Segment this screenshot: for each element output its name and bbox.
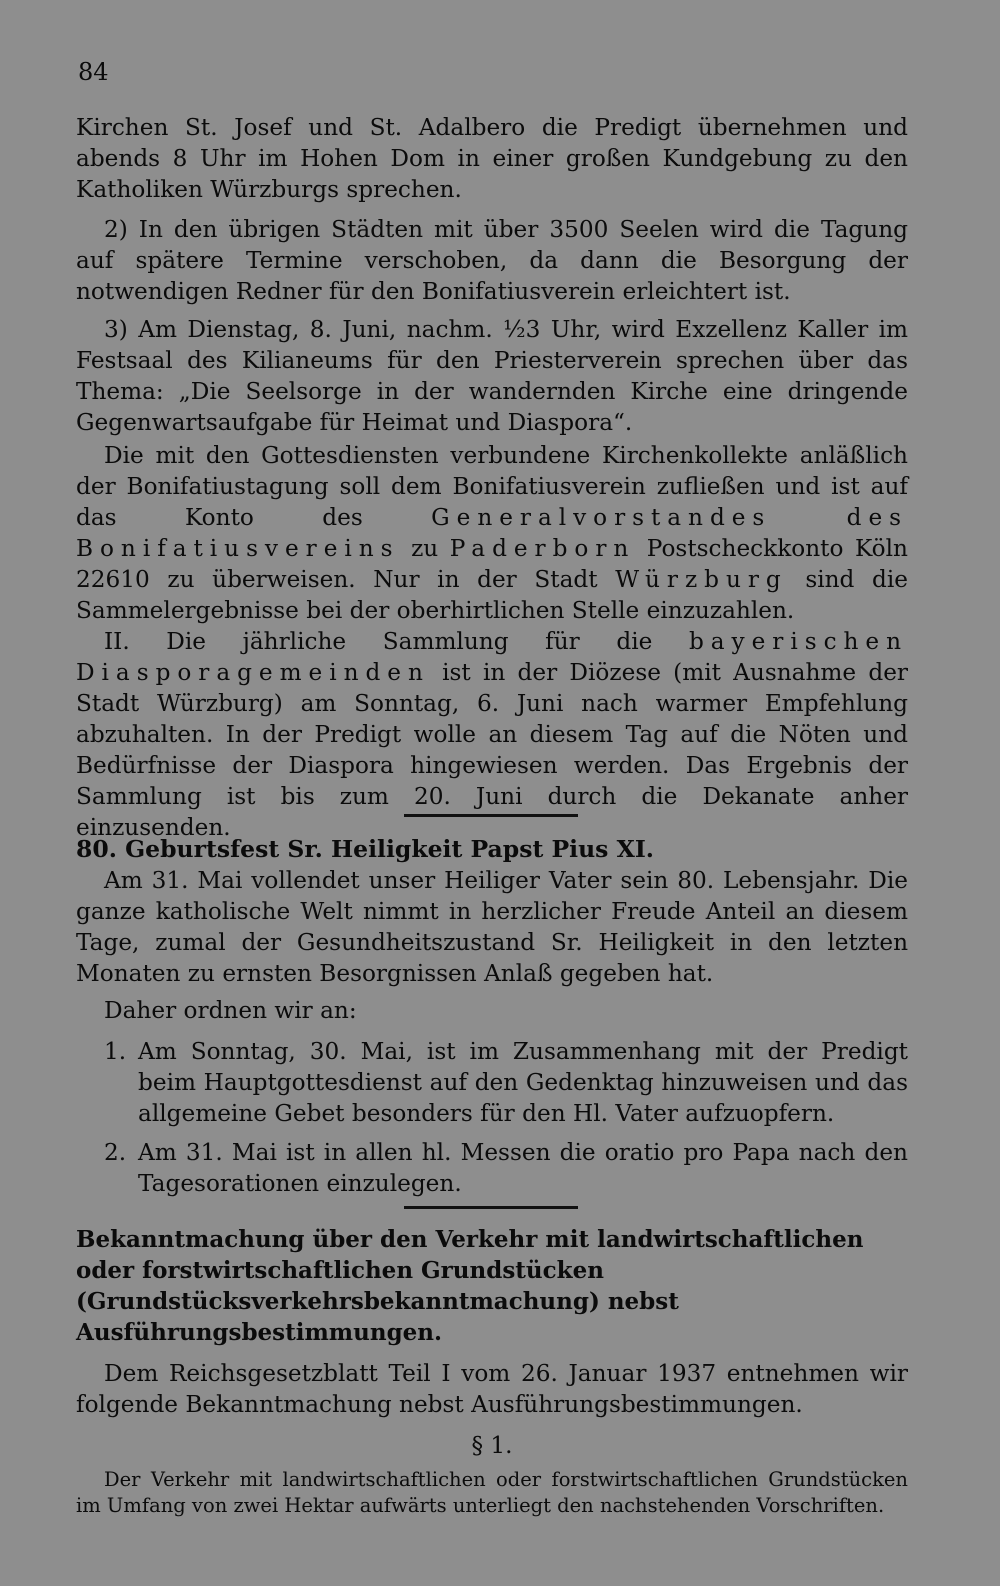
bekanntmachung-heading: Bekanntmachung über den Verkehr mit landwirtschaftlichen oder forstwirtschaftlichen Grundstücken (Grundstücksverkehrsbekanntmachung) nebst Ausführungsbestimmungen.	[76, 1226, 864, 1346]
order-list	[76, 1036, 908, 1199]
bekanntmachung-section	[76, 1224, 908, 1519]
section-divider	[404, 1206, 578, 1209]
list-item: 2. Am 31. Mai ist in allen hl. Messen die oratio pro Papa nach den Tagesorationen einzulegen.	[104, 1139, 908, 1197]
section-80-text: Am 31. Mai vollendet unser Heiliger Vater sein 80. Lebensjahr. Die ganze katholische Welt nimmt in herzlicher Freude Anteil an diesem Tage, zumal der Gesundheitszustand Sr. Heiligkeit in den letzten Monaten zu ernsten Besorgnissen Anlaß gegeben hat.	[76, 867, 908, 987]
intro-paragraph	[76, 112, 908, 205]
section-80	[76, 834, 908, 1207]
item-2: 2) In den übrigen Städten mit über 3500 Seelen wird die Tagung auf spätere Termine verschoben, da dann die Besorgung der notwendigen Redner für den Bonifatiusverein erleichtert ist.	[76, 216, 908, 305]
paragraph-mark: § 1.	[471, 1432, 513, 1459]
item-3: 3) Am Dienstag, 8. Juni, nachm. ½3 Uhr, wird Exzellenz Kaller im Festsaal des Kilianeums für den Priesterverein sprechen über das Thema: „Die Seelsorge in der wandernden Kirche eine dringende Gegenwartsaufgabe für Heimat und Diaspora“.	[76, 316, 908, 436]
section-80-heading: 80. Geburtsfest Sr. Heiligkeit Papst Pius XI.	[76, 835, 654, 863]
ordnen-text: Daher ordnen wir an:	[104, 997, 357, 1024]
bekanntmachung-text: Dem Reichsgesetzblatt Teil I vom 26. Januar 1937 entnehmen wir folgende Bekanntmachung nebst Ausführungsbestimmungen.	[76, 1360, 908, 1418]
list-item: 1. Am Sonntag, 30. Mai, ist im Zusammenhang mit der Predigt beim Hauptgottesdienst auf den Gedenktag hinzuweisen und das allgemeine Gebet besonders für den Hl. Vater aufzuopfern.	[104, 1038, 908, 1127]
page-number: 84	[78, 58, 109, 86]
section-2: II. Die jährliche Sammlung für die bayerischen Diasporagemeinden ist in der Diözese (mit Ausnahme der Stadt Würzburg) am Sonntag, 6. Juni nach warmer Empfehlung abzuhalten. In der Predigt wolle an diesem Tag auf die Nöten und Bedürfnisse der Diaspora hingewiesen werden. Das Ergebnis der Sammlung ist bis zum 20. Juni durch die Dekanate anher einzusenden.	[76, 628, 908, 841]
section-divider	[404, 814, 578, 817]
intro-text: Kirchen St. Josef und St. Adalbero die Predigt übernehmen und abends 8 Uhr im Hohen Dom in einer großen Kundgebung zu den Katholiken Würzburgs sprechen.	[76, 114, 908, 203]
kollekte-paragraph: Die mit den Gottesdiensten verbundene Kirchenkollekte anläßlich der Bonifatiustagung soll dem Bonifatiusverein zufließen und ist auf das Konto des Generalvorstandes des Bonifatiusvereins zu Paderborn Postscheckkonto Köln 22610 zu überweisen. Nur in der Stadt Würzburg sind die Sammelergebnisse bei der oberhirtlichen Stelle einzuzahlen.	[76, 442, 909, 624]
paragraph-1-text: Der Verkehr mit landwirtschaftlichen oder forstwirtschaftlichen Grundstücken im Umfang von zwei Hektar aufwärts unterliegt den nachstehenden Vorschriften.	[76, 1468, 908, 1517]
